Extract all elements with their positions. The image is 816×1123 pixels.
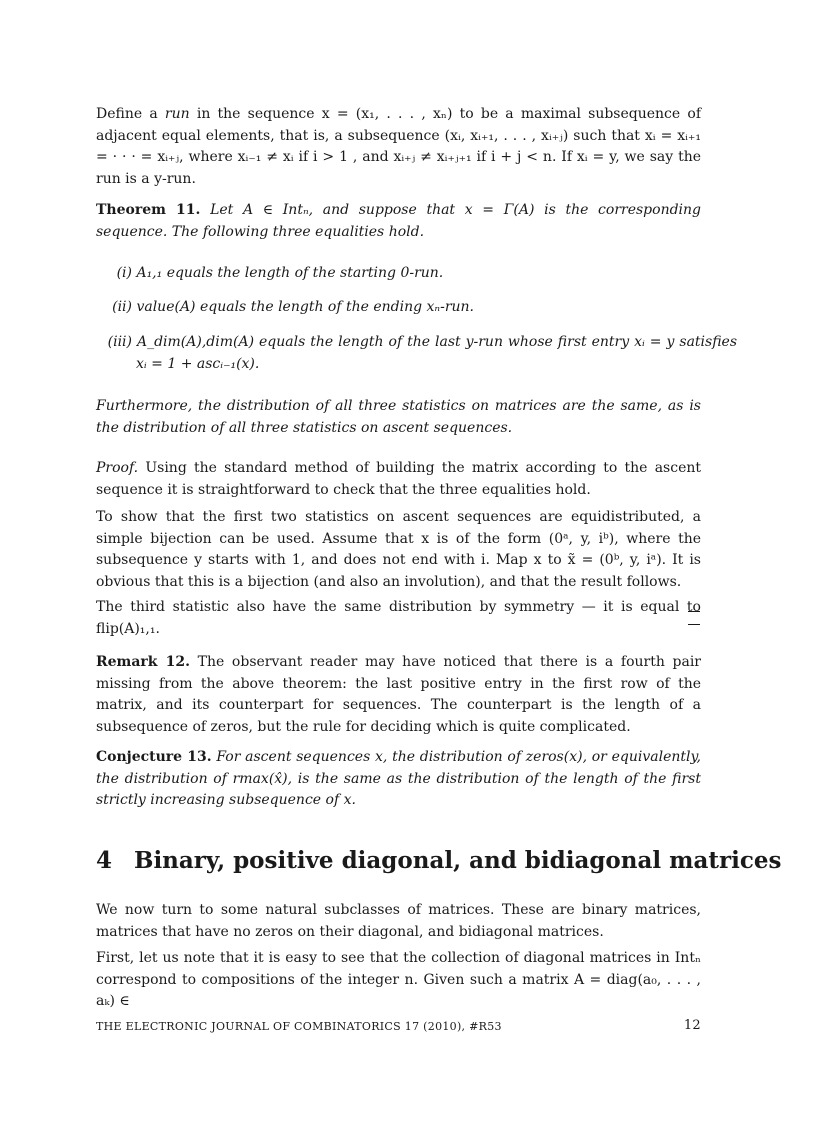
proof-label: Proof.	[96, 460, 139, 476]
page-number: 12	[683, 1018, 701, 1033]
run-term: run	[164, 106, 190, 122]
theorem-furthermore: Furthermore, the distribution of all three statistics on matrices are the same, as is the distribution of all three statistics on ascent sequences.	[96, 398, 701, 436]
conjecture-label: Conjecture 13.	[96, 749, 212, 765]
section-heading	[96, 846, 781, 876]
theorem-item-ii: (ii) value(A) equals the length of the ending xₙ-run.	[112, 299, 474, 315]
theorem-item-i: (i) A₁,₁ equals the length of the starting 0-run.	[116, 265, 444, 281]
proof-paragraph-2: To show that the first two statistics on ascent sequences are equidistributed, a simple bijection can be used. Assume that x is of the form (0ᵃ, y, iᵇ), where the subsequence y starts with 1, and does not end with i. Map x to x̃ = (0ᵇ, y, iᵃ). It is obvious that this is a bijection (and also an involution), and that the result follows.	[96, 509, 701, 590]
theorem-statement: Let A ∈ Intₙ, and suppose that x = Γ(A) is the corresponding sequence. The following three equalities hold.	[96, 202, 702, 240]
remark-12: Remark 12. The observant reader may have noticed that there is a fourth pair missing from the above theorem: the last positive entry in the first row of the matrix, and its counterpart for sequences. The counterpart is the length of a subsequence of zeros, but the rule for deciding which is quite complicated.	[96, 654, 702, 735]
journal-citation: THE ELECTRONIC JOURNAL OF COMBINATORICS 17 (2010), #R53	[96, 1020, 502, 1033]
section-title: Binary, positive diagonal, and bidiagonal matrices	[134, 847, 782, 874]
proof-paragraph-1: Proof. Using the standard method of building the matrix according to the ascent sequence it is straightforward to check that the three equalities hold.	[96, 460, 701, 498]
section-paragraph-2: First, let us note that it is easy to see that the collection of diagonal matrices in Intₙ correspond to compositions of the integer n. Given such a matrix A = diag(a₀, . . . , aₖ) ∈	[96, 950, 701, 1009]
section-paragraph-1: We now turn to some natural subclasses of matrices. These are binary matrices, matrices that have no zeros on their diagonal, and bidiagonal matrices.	[96, 902, 701, 940]
theorem-item-iii: (iii) A_dim(A),dim(A) equals the length of the last y-run whose first entry xᵢ = y satisfies xᵢ = 1 + ascᵢ₋₁(x).	[107, 334, 738, 372]
page-footer	[96, 1020, 701, 1033]
section-number: 4	[96, 847, 113, 874]
run-definition-paragraph: Define a run in the sequence x = (x₁, . . . , xₙ) to be a maximal subsequence of adjacent equal elements, that is, a subsequence (xᵢ, xᵢ₊₁, . . . , xᵢ₊ⱼ) such that xᵢ = xᵢ₊₁ = · · · = xᵢ₊ⱼ, where xᵢ₋₁ ≠ xᵢ if i > 1 , and xᵢ₊ⱼ ≠ xᵢ₊ⱼ₊₁ if i + j < n. If xᵢ = y, we say the run is a y-run.	[96, 106, 701, 187]
qed-symbol	[688, 611, 700, 625]
proof-paragraph-3: The third statistic also have the same distribution by symmetry — it is equal to flip(A)₁,₁.	[96, 599, 701, 637]
remark-label: Remark 12.	[96, 654, 190, 670]
theorem-label: Theorem 11.	[96, 202, 201, 218]
conjecture-13: Conjecture 13. For ascent sequences x, the distribution of zeros(x), or equivalently, the distribution of rmax(x̂), is the same as the distribution of the length of the first strictly increasing subsequence of x.	[96, 749, 701, 808]
theorem-11	[96, 200, 701, 243]
